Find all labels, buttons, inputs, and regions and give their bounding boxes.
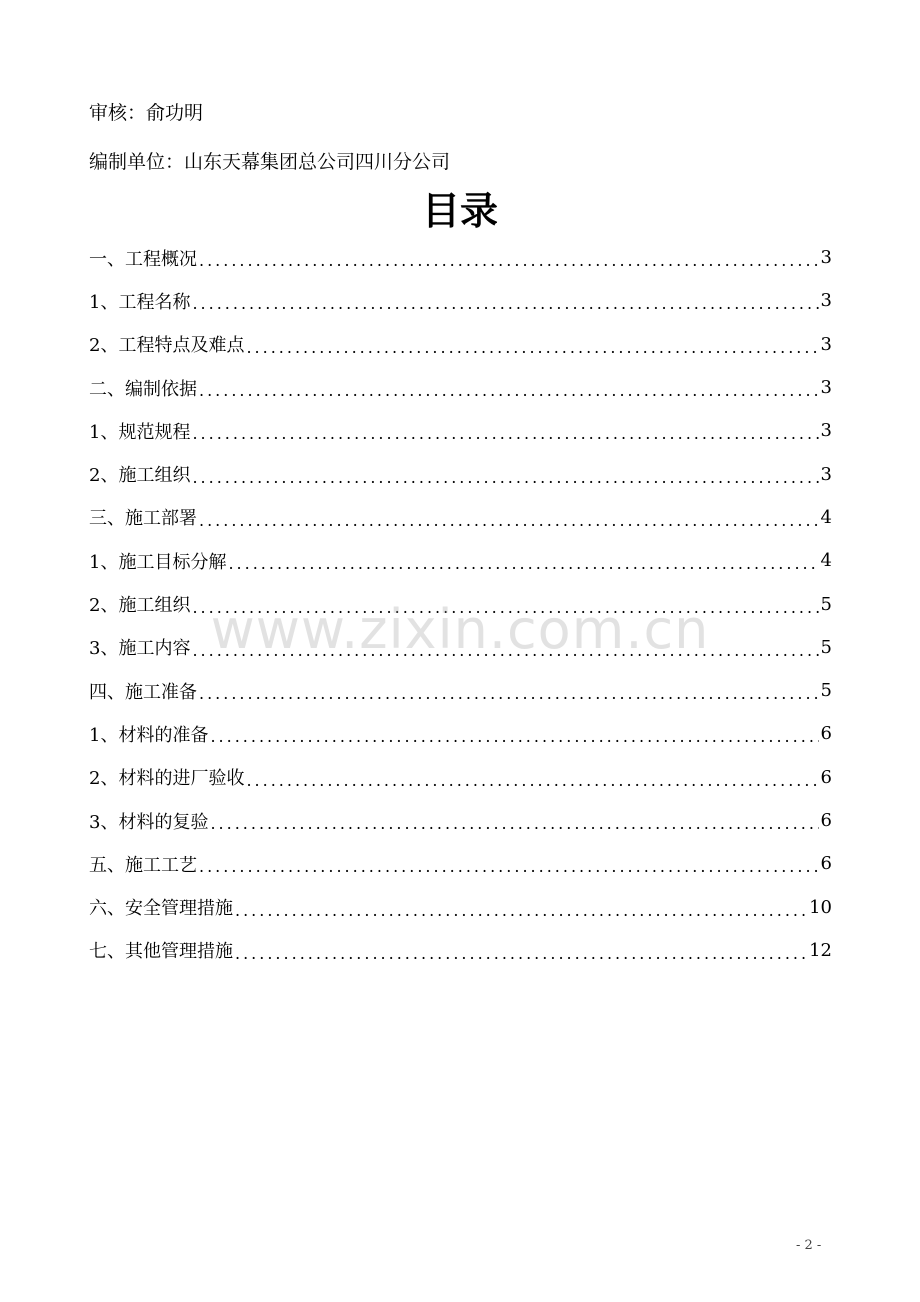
toc-entry[interactable]: [89, 539, 832, 582]
toc-title: 目录: [421, 189, 498, 233]
toc-leader: [210, 814, 818, 833]
toc-entry-page: 12: [809, 939, 832, 961]
toc-entry-page: 3: [820, 463, 832, 485]
toc-entry-page: 3: [820, 247, 832, 269]
toc-entry-label: 1、规范规程: [89, 421, 191, 443]
toc-entry[interactable]: [89, 669, 832, 712]
toc-entry[interactable]: [89, 409, 832, 452]
toc-entry-label: 三、施工部署: [89, 508, 197, 530]
toc-entry-label: 六、安全管理措施: [89, 898, 233, 920]
toc-leader: [235, 901, 807, 920]
toc-entry-label: 五、施工工艺: [89, 854, 197, 876]
toc-entry-label: 3、材料的复验: [89, 811, 209, 833]
toc-entry-page: 6: [820, 723, 832, 745]
toc-entry[interactable]: [89, 929, 832, 972]
toc-leader: [210, 727, 818, 746]
toc-leader: [192, 424, 818, 443]
toc-entry[interactable]: [89, 279, 832, 322]
toc-entry-label: 二、编制依据: [89, 378, 197, 400]
toc-entry-page: 3: [820, 290, 832, 312]
toc-entry[interactable]: [89, 712, 832, 755]
toc-entry-page: 3: [820, 377, 832, 399]
toc-leader: [192, 294, 818, 313]
toc-entry-label: 2、工程特点及难点: [89, 335, 245, 357]
table-of-contents: [89, 236, 832, 972]
toc-leader: [235, 944, 807, 963]
toc-leader: [246, 771, 818, 790]
toc-leader: [199, 857, 819, 876]
toc-entry[interactable]: [89, 496, 832, 539]
toc-entry-label: 七、其他管理措施: [89, 941, 233, 963]
toc-entry-label: 3、施工内容: [89, 638, 191, 660]
toc-entry-page: 5: [820, 593, 832, 615]
toc-entry[interactable]: [89, 756, 832, 799]
toc-entry-page: 5: [820, 636, 832, 658]
toc-entry-label: 1、工程名称: [89, 291, 191, 313]
toc-entry[interactable]: [89, 236, 832, 279]
toc-entry-page: 10: [809, 896, 832, 918]
toc-entry-page: 4: [820, 506, 832, 528]
toc-entry-page: 3: [820, 420, 832, 442]
toc-entry[interactable]: [89, 626, 832, 669]
page-number: - 2 -: [796, 1238, 822, 1253]
toc-entry-label: 1、材料的准备: [89, 724, 209, 746]
toc-entry[interactable]: [89, 842, 832, 885]
toc-entry-label: 2、施工组织: [89, 465, 191, 487]
toc-entry-page: 3: [820, 333, 832, 355]
toc-entry[interactable]: [89, 885, 832, 928]
toc-entry[interactable]: [89, 366, 832, 409]
toc-entry-label: 四、施工准备: [89, 681, 197, 703]
toc-entry-label: 一、工程概况: [89, 248, 197, 270]
toc-entry-label: 2、施工组织: [89, 595, 191, 617]
toc-entry-label: 1、施工目标分解: [89, 551, 227, 573]
toc-entry-page: 4: [820, 550, 832, 572]
toc-entry[interactable]: [89, 582, 832, 625]
toc-leader: [199, 251, 819, 270]
toc-entry-page: 6: [820, 810, 832, 831]
toc-leader: [199, 511, 819, 530]
toc-entry-page: 6: [820, 766, 832, 788]
toc-leader: [246, 338, 818, 357]
reviewer-line: 审核：俞功明: [89, 102, 204, 124]
toc-leader: [199, 684, 819, 703]
toc-entry-page: 5: [820, 680, 832, 702]
toc-leader: [192, 598, 818, 617]
toc-entry[interactable]: [89, 799, 832, 842]
toc-leader: [192, 468, 818, 487]
toc-entry-page: 6: [820, 853, 832, 875]
toc-leader: [192, 641, 818, 660]
toc-entry[interactable]: [89, 452, 832, 495]
toc-entry[interactable]: [89, 323, 832, 366]
watermark: www.zixin.com.cn: [210, 598, 710, 661]
toc-leader: [199, 381, 819, 400]
toc-leader: [228, 554, 818, 573]
organization-line: 编制单位：山东天幕集团总公司四川分公司: [89, 151, 451, 173]
toc-entry-label: 2、材料的进厂验收: [89, 768, 245, 790]
